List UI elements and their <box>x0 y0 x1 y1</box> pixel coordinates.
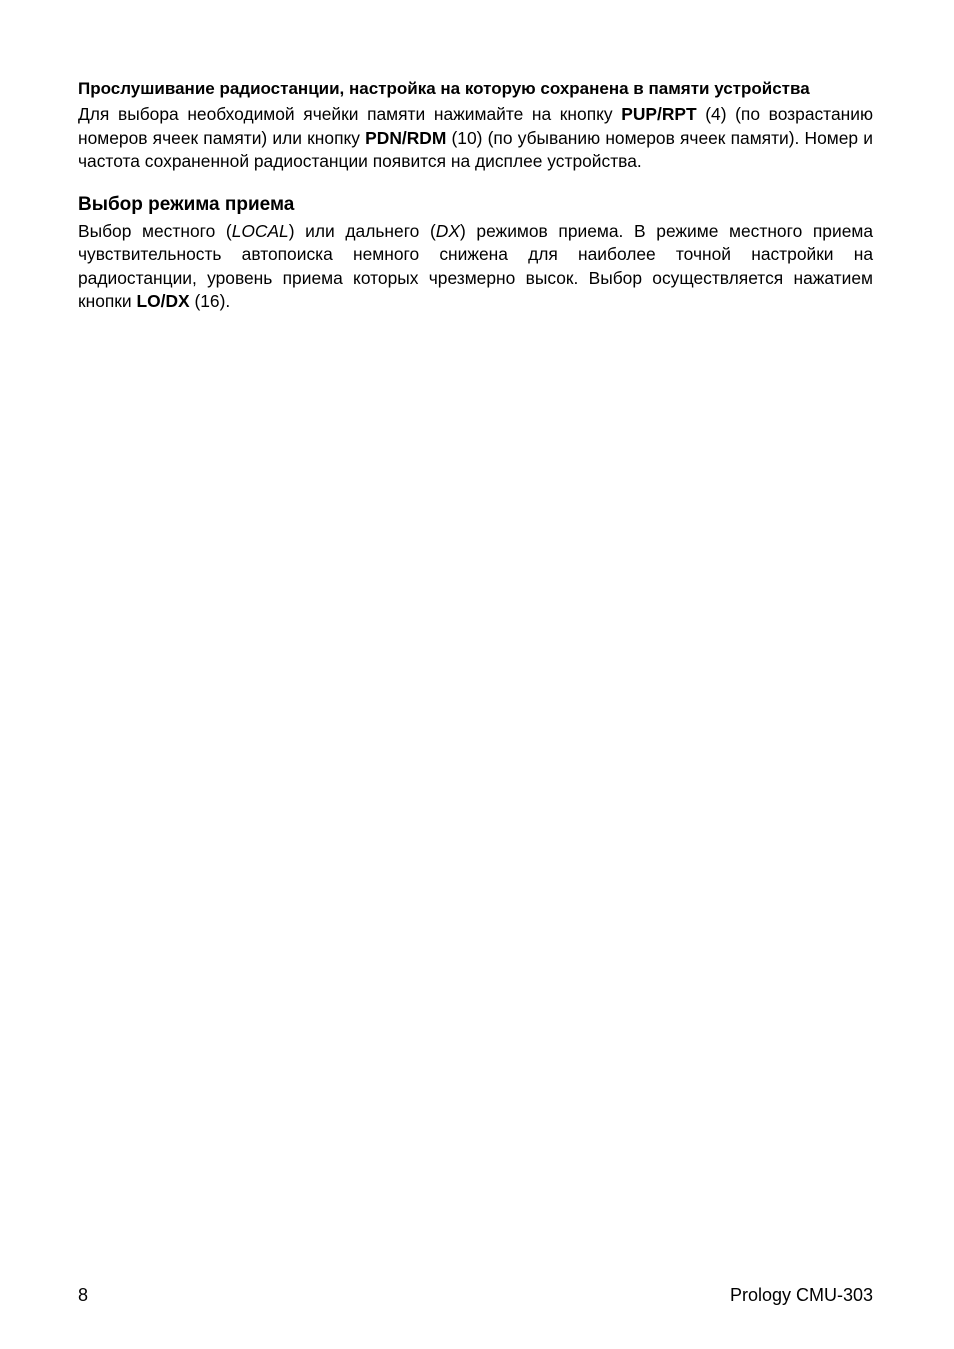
text-run: (4) (по возрастанию номеров ячеек памяти) или кнопку <box>78 104 873 148</box>
text-run: Для выбора необходимой ячейки памяти нажимайте на кнопку <box>78 104 622 124</box>
text-run: ) или дальнего ( <box>288 220 436 241</box>
mode-name-local: LOCAL <box>231 220 289 241</box>
section-title-preset-listening: Прослушивание радиостанции, настройка на которую сохранена в памяти устройства <box>78 79 810 98</box>
text-run: ) режимов приема. В режиме местного приема чувствительность автопоиска немного снижена для наиболее точной настройки на радиостанции, уровень приема которых чрезмерно высок. Выбор осуществляется нажатием кнопки <box>78 220 873 311</box>
paragraph-reception-mode <box>78 220 873 314</box>
paragraph-preset-selection <box>78 103 873 174</box>
text-run: Выбор местного ( <box>78 220 232 241</box>
section-title-reception-mode: Выбор режима приема <box>78 193 295 215</box>
page-content <box>78 77 873 314</box>
button-name-lo-dx: LO/DX <box>136 291 190 311</box>
button-name-pup-rpt: PUP/RPT <box>621 104 697 124</box>
text-run: (10) (по убыванию номеров ячеек памяти). Номер и частота сохраненной радиостанции появится на дисплее устройства. <box>78 127 873 171</box>
text-run: (16). <box>189 291 231 311</box>
mode-name-dx: DX <box>435 220 460 241</box>
product-name: Prology CMU-303 <box>729 1285 873 1305</box>
page-number: 8 <box>78 1285 89 1305</box>
button-name-pdn-rdm: PDN/RDM <box>365 127 447 148</box>
